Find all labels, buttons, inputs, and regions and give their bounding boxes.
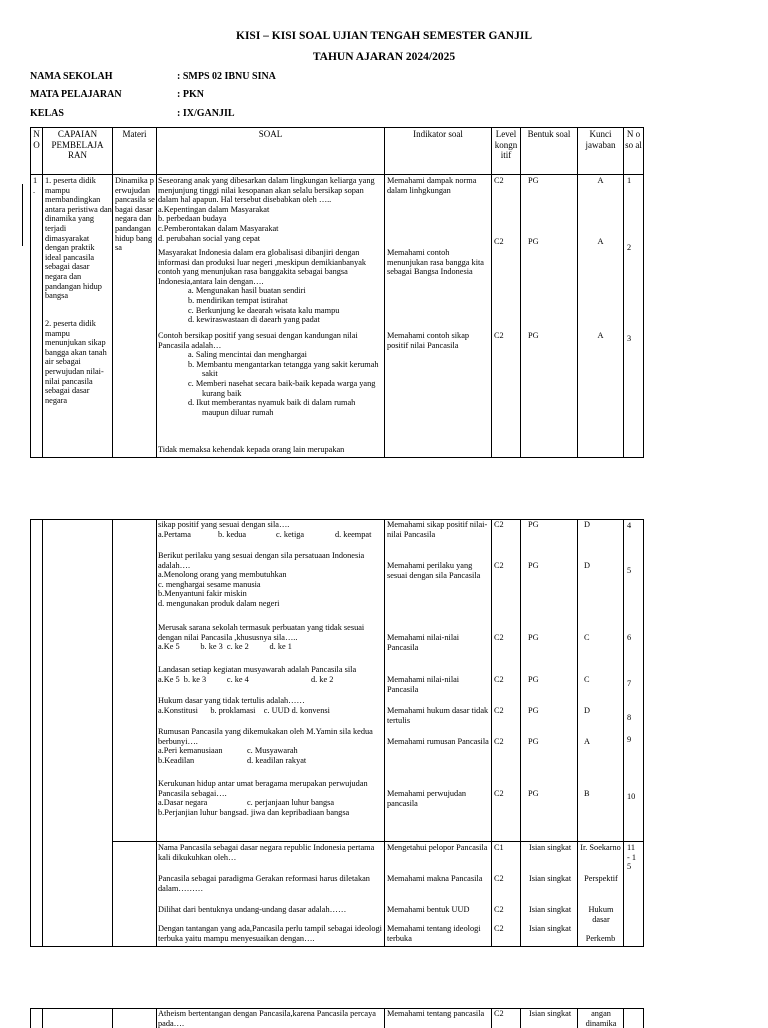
options-line: a.Ke 5 b. ke 3 c. ke 2 d. ke 1: [158, 642, 292, 652]
question-4-start: Tidak memaksa kehendak kepada orang lain merupakan: [158, 445, 345, 454]
question-2: [158, 248, 383, 325]
question-4: [158, 520, 383, 540]
nosoal-range: 11 - 15: [627, 843, 636, 872]
nosoal-5: 5: [627, 566, 632, 575]
option: c. perjanjaan luhur bangsa: [247, 798, 335, 808]
level-3: C2: [494, 331, 504, 340]
option: a.Peri kemanusiaan: [158, 746, 223, 756]
bentuk-13: Isian singkat: [529, 905, 572, 914]
option: d. keempat: [335, 529, 372, 539]
kunci-7: C: [584, 675, 590, 684]
question-stem: Contoh bersikap positif yang sesuai dengan kandungan nilai Pancasila adalah…: [158, 331, 358, 350]
option: b.Keadilan: [158, 756, 195, 766]
level-12: C2: [494, 874, 504, 883]
info-label: KELAS: [30, 108, 64, 119]
question-13: Dilihat dari bentuknya undang-undang dasar adalah……: [158, 905, 347, 914]
option: c. Memberi nasehat secara baik-baik kepada warga yang kurang baik: [188, 378, 376, 398]
question-10: [158, 779, 383, 818]
level-4: C2: [494, 520, 504, 529]
nosoal-9: 9: [627, 735, 632, 744]
nosoal-1: 1: [627, 176, 632, 185]
document-subtitle: TAHUN AJARAN 2024/2025: [312, 51, 456, 63]
option: a.Dasar negara: [158, 798, 208, 808]
indikator-6: Memahami nilai-nilai Pancasila: [387, 633, 460, 652]
option: a.Menolong orang yang membutuhkan: [158, 570, 287, 580]
bentuk-8: PG: [528, 706, 539, 715]
option: b. mendirikan tempat istirahat: [188, 295, 288, 305]
question-stem: Berikut perilaku yang sesuai dengan sila persatuaan Indonesia adalah….: [158, 551, 365, 570]
option: b. perbedaan budaya: [158, 214, 227, 224]
level-5: C2: [494, 561, 504, 570]
option: a. Saling mencintai dan menghargai: [188, 350, 307, 360]
row-number: 1 .: [33, 176, 38, 195]
question-8: [158, 696, 383, 715]
indikator-12: Memahami makna Pancasila: [387, 874, 483, 883]
indikator-1: Memahami dampak norma dalam linhgkungan: [387, 176, 477, 195]
question-11: Nama Pancasila sebagai dasar negara republic Indonesia pertama kali dikukuhkan oleh…: [158, 843, 375, 862]
kunci-15: angan dinamika: [585, 1009, 617, 1028]
info-value: : PKN: [177, 89, 204, 100]
kunci-13: Hukum dasar: [588, 905, 614, 924]
question-stem: Merusak sarana sekolah termasuk perbuatan yang tidak sesuai dengan nilai Pancasila ,khususnya sila…..: [158, 623, 365, 642]
question-9: [158, 727, 383, 766]
nosoal-10: 10: [627, 792, 636, 801]
level-9: C2: [494, 737, 504, 746]
bentuk-11: Isian singkat: [529, 843, 572, 852]
level-7: C2: [494, 675, 504, 684]
nosoal-4: 4: [627, 521, 632, 530]
option: d. perubahan social yang cepat: [158, 233, 261, 243]
kunci-11: Ir. Soekarno: [580, 843, 621, 852]
kunci-6: C: [584, 633, 590, 642]
level-10: C2: [494, 789, 504, 798]
option: b. kedua: [218, 529, 247, 539]
option: c. Berkunjung ke daearah wisata kalu mampu: [188, 305, 340, 315]
question-stem: Masyarakat Indonesia dalam era globalisasi dibanjiri dengan informasi dan produksi luar negeri ,meskipun demikianbanyak contoh yang menunjukan rasa banggakita sebagai bangsa Indonesia,antara lain dengan….: [158, 248, 367, 286]
document-title: KISI – KISI SOAL UJIAN TENGAH SEMESTER GANJIL: [236, 30, 532, 42]
header-kunci: Kunci jawaban: [585, 129, 616, 150]
bentuk-3: PG: [528, 331, 539, 340]
bentuk-12: Isian singkat: [529, 874, 572, 883]
indikator-13: Memahami bentuk UUD: [387, 905, 470, 914]
header-bentuk: Bentuk soal: [527, 129, 571, 139]
materi-text: Dinamika perwujudan pancasila sebagai dasar negara dan pandangan hidup bangsa: [115, 176, 155, 253]
question-stem: Hukum dasar yang tidak tertulis adalah……: [158, 696, 305, 705]
question-stem: Landasan setiap kegiatan musyawarah adalah Pancasila sila: [158, 665, 357, 674]
level-6: C2: [494, 633, 504, 642]
bentuk-10: PG: [528, 789, 539, 798]
indikator-7: Memahami nilai-nilai Pancasila: [387, 675, 460, 694]
margin-marker: [22, 184, 23, 246]
level-13: C2: [494, 905, 504, 914]
header-nosoal: N o so al: [625, 129, 642, 150]
options-line: a.Ke 5 b. ke 3 c. ke 4 d. ke 2: [158, 674, 334, 684]
indikator-4: Memahami sikap positif nilai-nilai Pancasila: [387, 520, 488, 539]
question-1: [158, 176, 383, 243]
nosoal-8: 8: [627, 713, 632, 722]
indikator-5: Memahami perilaku yang sesuai dengan sila Pancasila: [387, 561, 481, 580]
question-stem: Seseorang anak yang dibesarkan dalam lingkungan keliarga yang menjunjung tinggi nilai kesopanan akan selalu bersikap sopan dalam hal apapun. Hal tersebut disebabkan oleh …..: [158, 176, 375, 205]
level-11: C1: [494, 843, 504, 852]
option: c. Musyawarah: [247, 746, 298, 756]
indikator-11: Mengetahui pelopor Pancasila: [387, 843, 488, 852]
info-label: MATA PELAJARAN: [30, 89, 122, 100]
question-7: [158, 665, 383, 684]
grid-table-page-1: [30, 127, 644, 458]
level-1: C2: [494, 176, 504, 185]
question-6: [158, 623, 383, 652]
question-stem: Rumusan Pancasila yang dikemukakan oleh M.Yamin sila kedua berbunyi….: [158, 727, 373, 746]
indikator-8: Memahami hukum dasar tidak tertulis: [387, 706, 489, 725]
indikator-15: Memahami tentang pancasila: [387, 1009, 485, 1018]
question-stem: Kerukunan hidup antar umat beragama merupakan perwujudan Pancasila sebagai….: [158, 779, 368, 798]
kunci-8: D: [584, 706, 590, 715]
bentuk-14: Isian singkat: [529, 924, 572, 933]
option: a.Pertama: [158, 529, 191, 539]
options-line: a.Konstitusi b. proklamasi c. UUD d. konvensi: [158, 705, 330, 715]
header-level: Level kongn itif: [494, 129, 518, 160]
option: d. keadilan rakyat: [247, 756, 307, 766]
grid-table-page-3: [30, 1008, 644, 1028]
level-15: C2: [494, 1009, 504, 1018]
indikator-10: Memahami perwujudan pancasila: [387, 789, 467, 808]
bentuk-9: PG: [528, 737, 539, 746]
option: a.Kepentingan dalam Masyarakat: [158, 204, 270, 214]
kunci-1: A: [597, 176, 604, 185]
header-indikator: Indikator soal: [413, 129, 463, 139]
header-capaian: CAPAIAN PEMBELAJA RAN: [51, 129, 104, 160]
indikator-14: Memahami tentang ideologi terbuka: [387, 924, 481, 943]
option: d. kewiraswastaan di daearh yang padat: [188, 315, 320, 325]
option: d. Ikut memberantas nyamuk baik di dalam rumah maupun diluar rumah: [188, 398, 356, 417]
indikator-9: Memahami rumusan Pancasila: [387, 737, 489, 746]
bentuk-15: Isian singkat: [529, 1009, 572, 1018]
option: d. mengunakan produk dalam negeri: [158, 598, 280, 608]
kunci-3: A: [597, 331, 604, 340]
kunci-4: D: [584, 520, 590, 529]
option: c. ketiga: [276, 529, 305, 539]
option: b. Membantu mengantarkan tetangga yang sakit kerumah sakit: [188, 359, 379, 379]
nosoal-3: 3: [627, 334, 632, 343]
nosoal-6: 6: [627, 633, 632, 642]
kunci-9: A: [584, 737, 590, 746]
capaian-text-1: 1. peserta didik mampu membandingkan antara peristiwa dan dinamika yang terjadi dimasyarakat dengan praktik ideal pancasila sebagai dasar negara dan pandangan hidup bangsa: [45, 176, 112, 301]
kunci-2: A: [597, 237, 604, 246]
kunci-14: Perkemb: [585, 934, 616, 943]
kunci-12: Perspektif: [584, 874, 618, 883]
question-14: Dengan tantangan yang ada,Pancasila perlu tampil sebagai ideologi terbuka yaitu mampu menyesuaikan dengan….: [158, 924, 382, 943]
bentuk-1: PG: [528, 176, 539, 185]
header-no: N O: [33, 129, 40, 150]
header-materi: Materi: [122, 129, 147, 139]
option: b.Menyantuni fakir miskin: [158, 589, 247, 599]
option: a. Mengunakan hasil buatan sendiri: [188, 286, 306, 296]
option: c.Pemberontakan dalam Masyarakat: [158, 223, 279, 233]
level-8: C2: [494, 706, 504, 715]
option: b.Perjanjian luhur bangsad. jiwa dan kepribadiaan bangsa: [158, 808, 350, 818]
bentuk-4: PG: [528, 520, 539, 529]
indikator-3: Memahami contoh sikap positif nilai Pancasila: [387, 331, 470, 350]
bentuk-5: PG: [528, 561, 539, 570]
nosoal-2: 2: [627, 243, 632, 252]
info-label: NAMA SEKOLAH: [30, 71, 113, 82]
capaian-text-2: 2. peserta didik mampu menunjukan sikap bangga akan tanah air sebagai perwujudan nilai-nilai pancasila sebagai dasar negara: [45, 319, 107, 405]
info-value: : IX/GANJIL: [177, 108, 235, 119]
option: c. menghargai sesame manusia: [158, 579, 261, 589]
level-2: C2: [494, 237, 504, 246]
question-3: [158, 331, 383, 417]
info-value: : SMPS 02 IBNU SINA: [177, 71, 276, 82]
header-soal: SOAL: [258, 129, 283, 139]
bentuk-7: PG: [528, 675, 539, 684]
question-5: [158, 551, 383, 609]
nosoal-7: 7: [627, 679, 632, 688]
grid-table-page-2: [30, 519, 644, 947]
kunci-5: D: [584, 561, 590, 570]
bentuk-6: PG: [528, 633, 539, 642]
question-stem: sikap positif yang sesuai dengan sila….: [158, 520, 290, 529]
question-15: Atheism bertentangan dengan Pancasila,karena Pancasila percaya pada….: [158, 1009, 376, 1028]
indikator-2: Memahami contoh menunjukan rasa bangga kita sebagai Bangsa Indonesia: [387, 248, 484, 277]
kunci-10: B: [584, 789, 590, 798]
question-12: Pancasila sebagai paradigma Gerakan reformasi harus diletakan dalam………: [158, 874, 370, 893]
level-14: C2: [494, 924, 504, 933]
bentuk-2: PG: [528, 237, 539, 246]
